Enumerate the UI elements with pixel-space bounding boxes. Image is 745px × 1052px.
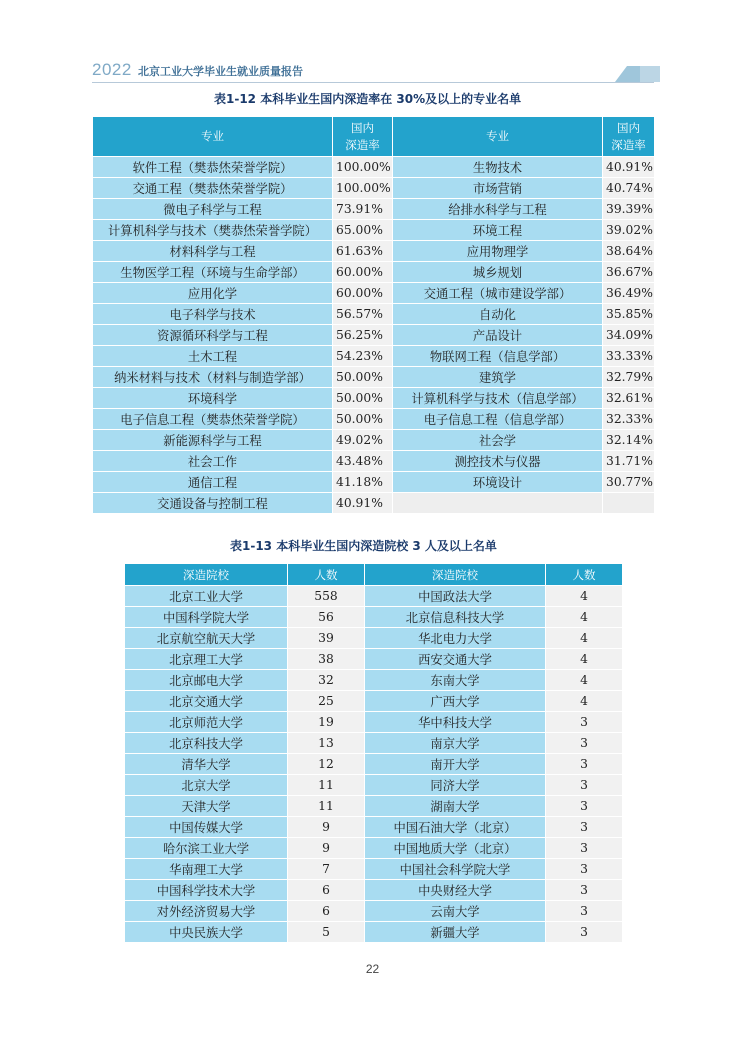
major-name-cell: 社会工作 (93, 451, 333, 472)
table-row (93, 388, 655, 409)
count-cell: 9 (288, 838, 365, 859)
rate-cell: 100.00% (333, 157, 393, 178)
major-name-cell: 生物医学工程（环境与生命学部） (93, 262, 333, 283)
institution-name-cell: 天津大学 (125, 796, 288, 817)
institution-name-cell: 北京航空航天大学 (125, 628, 288, 649)
table-row (93, 157, 655, 178)
table-row (93, 451, 655, 472)
table-row (125, 607, 623, 628)
col-header-institution: 深造院校 (365, 564, 546, 586)
rate-cell: 60.00% (333, 262, 393, 283)
rate-cell: 73.91% (333, 199, 393, 220)
count-cell: 11 (288, 796, 365, 817)
table-row (125, 775, 623, 796)
major-name-cell: 电子科学与技术 (93, 304, 333, 325)
institutions-table (124, 563, 623, 943)
institution-name-cell: 北京交通大学 (125, 691, 288, 712)
rate-cell (603, 493, 655, 514)
rate-cell: 36.49% (603, 283, 655, 304)
majors-table (92, 116, 655, 514)
major-name-cell: 市场营销 (393, 178, 603, 199)
institution-name-cell: 北京师范大学 (125, 712, 288, 733)
major-name-cell: 计算机科学与技术（信息学部） (393, 388, 603, 409)
table-row (125, 733, 623, 754)
count-cell: 13 (288, 733, 365, 754)
rate-cell: 35.85% (603, 304, 655, 325)
major-name-cell: 测控技术与仪器 (393, 451, 603, 472)
rate-cell: 39.39% (603, 199, 655, 220)
table-row (93, 283, 655, 304)
rate-cell: 40.74% (603, 178, 655, 199)
rate-cell: 34.09% (603, 325, 655, 346)
rate-cell: 54.23% (333, 346, 393, 367)
col-header-major: 专业 (93, 117, 333, 157)
institution-name-cell: 新疆大学 (365, 922, 546, 943)
major-name-cell: 电子信息工程（信息学部） (393, 409, 603, 430)
institution-name-cell: 中央财经大学 (365, 880, 546, 901)
count-cell: 3 (546, 733, 623, 754)
institution-name-cell: 对外经济贸易大学 (125, 901, 288, 922)
count-cell: 3 (546, 817, 623, 838)
rate-cell: 32.14% (603, 430, 655, 451)
major-name-cell: 环境工程 (393, 220, 603, 241)
major-name-cell: 城乡规划 (393, 262, 603, 283)
table-row (125, 817, 623, 838)
report-year: 2022 (92, 60, 132, 79)
rate-cell: 60.00% (333, 283, 393, 304)
rate-cell: 30.77% (603, 472, 655, 493)
count-cell: 3 (546, 922, 623, 943)
major-name-cell (393, 493, 603, 514)
table-row (93, 199, 655, 220)
count-cell: 3 (546, 880, 623, 901)
major-name-cell: 物联网工程（信息学部） (393, 346, 603, 367)
institution-name-cell: 中央民族大学 (125, 922, 288, 943)
table-row (93, 430, 655, 451)
table-row (125, 649, 623, 670)
institution-name-cell: 东南大学 (365, 670, 546, 691)
page-header (92, 58, 654, 84)
table2-caption: 表1-13 本科毕业生国内深造院校 3 人及以上名单 (230, 539, 497, 553)
count-cell: 3 (546, 796, 623, 817)
major-name-cell: 纳米材料与技术（材料与制造学部） (93, 367, 333, 388)
col-header-count: 人数 (546, 564, 623, 586)
count-cell: 25 (288, 691, 365, 712)
institution-name-cell: 中国地质大学（北京） (365, 838, 546, 859)
institution-name-cell: 中国社会科学院大学 (365, 859, 546, 880)
institution-name-cell: 南开大学 (365, 754, 546, 775)
institution-name-cell: 北京科技大学 (125, 733, 288, 754)
rate-cell: 38.64% (603, 241, 655, 262)
report-title: 北京工业大学毕业生就业质量报告 (138, 65, 303, 78)
rate-cell: 32.79% (603, 367, 655, 388)
page-number: 22 (365, 962, 380, 976)
institution-name-cell: 湖南大学 (365, 796, 546, 817)
institution-name-cell: 华中科技大学 (365, 712, 546, 733)
table-row (125, 586, 623, 607)
rate-cell: 50.00% (333, 409, 393, 430)
institution-name-cell: 北京工业大学 (125, 586, 288, 607)
major-name-cell: 土木工程 (93, 346, 333, 367)
col-header-major: 专业 (393, 117, 603, 157)
count-cell: 3 (546, 838, 623, 859)
count-cell: 3 (546, 712, 623, 733)
rate-cell: 32.33% (603, 409, 655, 430)
rate-cell: 39.02% (603, 220, 655, 241)
count-cell: 3 (546, 754, 623, 775)
count-cell: 56 (288, 607, 365, 628)
major-name-cell: 建筑学 (393, 367, 603, 388)
count-cell: 12 (288, 754, 365, 775)
institution-name-cell: 中国科学院大学 (125, 607, 288, 628)
institution-name-cell: 广西大学 (365, 691, 546, 712)
table-header-row (93, 117, 655, 157)
major-name-cell: 产品设计 (393, 325, 603, 346)
header-decoration (615, 66, 643, 82)
col-header-rate: 国内 深造率 (333, 117, 393, 157)
rate-cell: 56.25% (333, 325, 393, 346)
table-row (125, 922, 623, 943)
institution-name-cell: 中国石油大学（北京） (365, 817, 546, 838)
major-name-cell: 交通设备与控制工程 (93, 493, 333, 514)
institution-name-cell: 北京理工大学 (125, 649, 288, 670)
institution-name-cell: 西安交通大学 (365, 649, 546, 670)
rate-cell: 31.71% (603, 451, 655, 472)
major-name-cell: 生物技术 (393, 157, 603, 178)
rate-cell: 56.57% (333, 304, 393, 325)
major-name-cell: 社会学 (393, 430, 603, 451)
major-name-cell: 微电子科学与工程 (93, 199, 333, 220)
major-name-cell: 应用化学 (93, 283, 333, 304)
col-header-institution: 深造院校 (125, 564, 288, 586)
col-header-count: 人数 (288, 564, 365, 586)
count-cell: 4 (546, 670, 623, 691)
institution-name-cell: 中国传媒大学 (125, 817, 288, 838)
major-name-cell: 通信工程 (93, 472, 333, 493)
table-row (93, 178, 655, 199)
count-cell: 9 (288, 817, 365, 838)
count-cell: 4 (546, 691, 623, 712)
major-name-cell: 交通工程（樊恭烋荣誉学院） (93, 178, 333, 199)
institution-name-cell: 北京大学 (125, 775, 288, 796)
major-name-cell: 应用物理学 (393, 241, 603, 262)
count-cell: 7 (288, 859, 365, 880)
count-cell: 3 (546, 901, 623, 922)
table-row (125, 901, 623, 922)
table-row (93, 325, 655, 346)
table-row (93, 367, 655, 388)
table-row (125, 691, 623, 712)
major-name-cell: 材料科学与工程 (93, 241, 333, 262)
major-name-cell: 新能源科学与工程 (93, 430, 333, 451)
count-cell: 39 (288, 628, 365, 649)
table-row (125, 754, 623, 775)
table-row (125, 712, 623, 733)
count-cell: 4 (546, 586, 623, 607)
rate-cell: 32.61% (603, 388, 655, 409)
table-row (93, 220, 655, 241)
count-cell: 3 (546, 859, 623, 880)
institution-name-cell: 清华大学 (125, 754, 288, 775)
count-cell: 6 (288, 880, 365, 901)
major-name-cell: 自动化 (393, 304, 603, 325)
rate-cell: 40.91% (333, 493, 393, 514)
institution-name-cell: 北京信息科技大学 (365, 607, 546, 628)
header-rule (92, 82, 654, 83)
count-cell: 6 (288, 901, 365, 922)
count-cell: 38 (288, 649, 365, 670)
rate-cell: 36.67% (603, 262, 655, 283)
rate-cell: 65.00% (333, 220, 393, 241)
table-header-row (125, 564, 623, 586)
count-cell: 4 (546, 607, 623, 628)
table-row (93, 409, 655, 430)
major-name-cell: 资源循环科学与工程 (93, 325, 333, 346)
rate-cell: 43.48% (333, 451, 393, 472)
institution-name-cell: 哈尔滨工业大学 (125, 838, 288, 859)
table-row (125, 859, 623, 880)
count-cell: 558 (288, 586, 365, 607)
count-cell: 32 (288, 670, 365, 691)
table-row (93, 472, 655, 493)
rate-cell: 49.02% (333, 430, 393, 451)
table-row (93, 262, 655, 283)
major-name-cell: 软件工程（樊恭烋荣誉学院） (93, 157, 333, 178)
institution-name-cell: 云南大学 (365, 901, 546, 922)
major-name-cell: 给排水科学与工程 (393, 199, 603, 220)
count-cell: 4 (546, 628, 623, 649)
institution-name-cell: 华北电力大学 (365, 628, 546, 649)
rate-cell: 41.18% (333, 472, 393, 493)
institution-name-cell: 华南理工大学 (125, 859, 288, 880)
table-row (93, 304, 655, 325)
institution-name-cell: 中国科学技术大学 (125, 880, 288, 901)
count-cell: 4 (546, 649, 623, 670)
major-name-cell: 电子信息工程（樊恭烋荣誉学院） (93, 409, 333, 430)
institution-name-cell: 同济大学 (365, 775, 546, 796)
major-name-cell: 环境科学 (93, 388, 333, 409)
table-row (125, 838, 623, 859)
major-name-cell: 计算机科学与技术（樊恭烋荣誉学院） (93, 220, 333, 241)
rate-cell: 50.00% (333, 367, 393, 388)
table-row (93, 241, 655, 262)
rate-cell: 40.91% (603, 157, 655, 178)
col-header-rate: 国内 深造率 (603, 117, 655, 157)
institution-name-cell: 中国政法大学 (365, 586, 546, 607)
rate-cell: 33.33% (603, 346, 655, 367)
rate-cell: 100.00% (333, 178, 393, 199)
table1-caption: 表1-12 本科毕业生国内深造率在 30%及以上的专业名单 (214, 92, 522, 106)
rate-cell: 61.63% (333, 241, 393, 262)
rate-cell: 50.00% (333, 388, 393, 409)
table-row (125, 628, 623, 649)
count-cell: 3 (546, 775, 623, 796)
institution-name-cell: 南京大学 (365, 733, 546, 754)
major-name-cell: 交通工程（城市建设学部） (393, 283, 603, 304)
count-cell: 19 (288, 712, 365, 733)
table-row (93, 493, 655, 514)
table-row (125, 796, 623, 817)
table-row (125, 880, 623, 901)
table-row (93, 346, 655, 367)
count-cell: 11 (288, 775, 365, 796)
header-decoration-block (640, 66, 660, 82)
count-cell: 5 (288, 922, 365, 943)
major-name-cell: 环境设计 (393, 472, 603, 493)
table-row (125, 670, 623, 691)
institution-name-cell: 北京邮电大学 (125, 670, 288, 691)
